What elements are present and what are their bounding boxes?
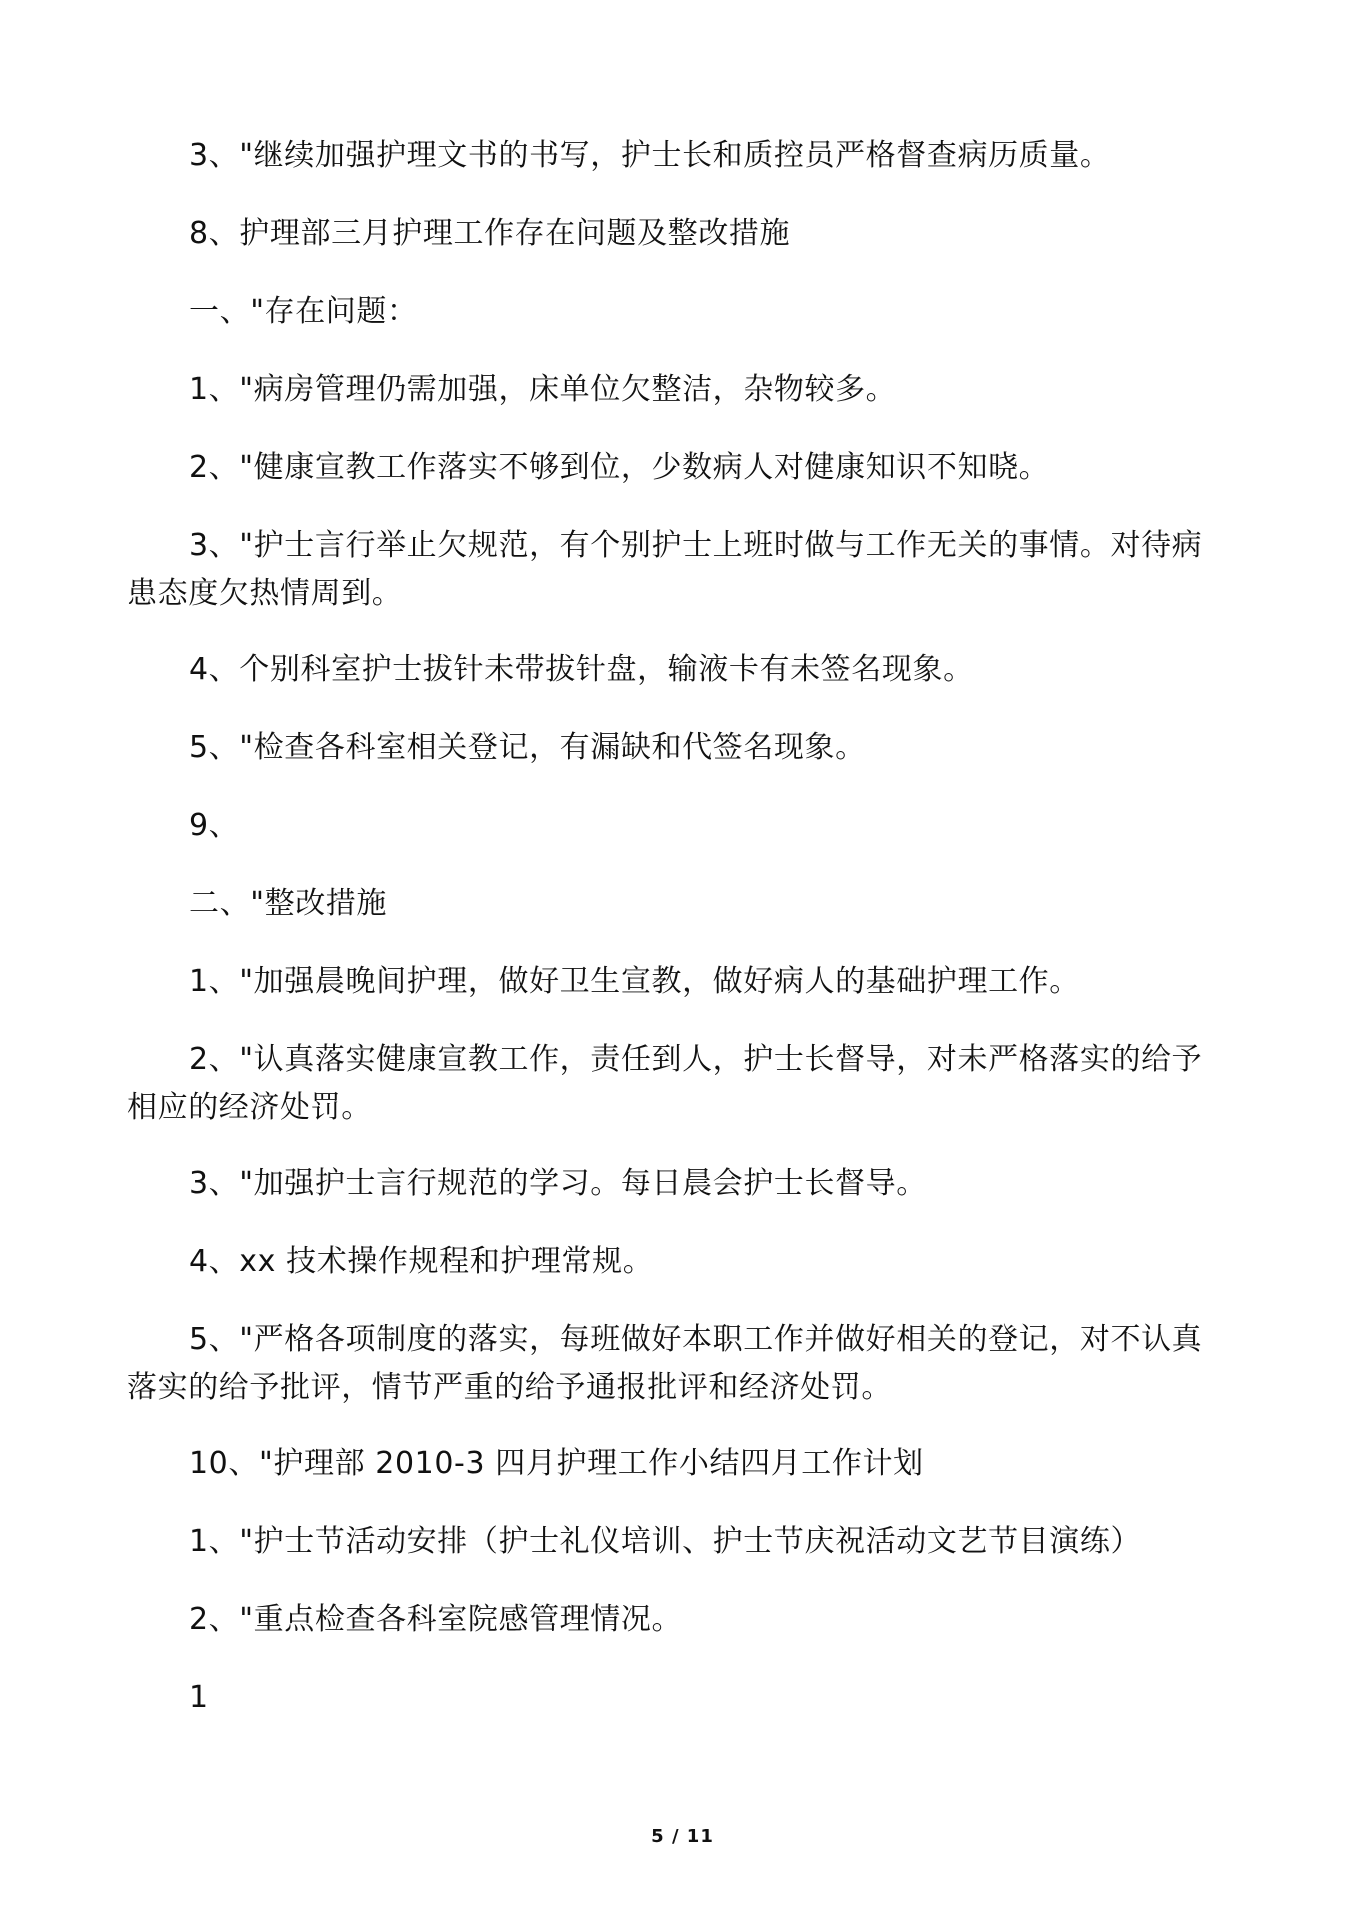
paragraph: 1、"护士节活动安排（护士礼仪培训、护士节庆祝活动文艺节目演练） — [189, 1524, 1142, 1559]
paragraph: 3、"加强护士言行规范的学习。每日晨会护士长督导。 — [189, 1166, 927, 1201]
paragraph: 1、"加强晨晚间护理，做好卫生宣教，做好病人的基础护理工作。 — [189, 964, 1080, 999]
paragraph: 1、"病房管理仍需加强，床单位欠整洁，杂物较多。 — [189, 372, 897, 407]
paragraph: 2、"健康宣教工作落实不够到位，少数病人对健康知识不知晓。 — [189, 450, 1050, 485]
paragraph: 2、"认真落实健康宣教工作，责任到人，护士长督导，对未严格落实的给予相应的经济处罚。 — [127, 1042, 1203, 1125]
subsection-heading: 一、"存在问题： — [189, 294, 418, 329]
paragraph: 5、"严格各项制度的落实，每班做好本职工作并做好相关的登记，对不认真落实的给予批评，情节严重的给予通报批评和经济处罚。 — [127, 1322, 1203, 1405]
paragraph: 2、"重点检查各科室院感管理情况。 — [189, 1602, 683, 1637]
paragraph: 3、"护士言行举止欠规范，有个别护士上班时做与工作无关的事情。对待病患态度欠热情周到。 — [127, 528, 1203, 611]
section-heading: 10、"护理部 2010-3 四月护理工作小结四月工作计划 — [189, 1446, 924, 1481]
paragraph: 5、"检查各科室相关登记，有漏缺和代签名现象。 — [189, 730, 866, 765]
section-number: 9、 — [189, 808, 240, 843]
section-heading: 8、护理部三月护理工作存在问题及整改措施 — [189, 216, 791, 251]
subsection-heading: 二、"整改措施 — [189, 886, 387, 921]
page-number: 5 / 11 — [651, 1826, 714, 1847]
paragraph: 4、个别科室护士拔针未带拔针盘，输液卡有未签名现象。 — [189, 652, 974, 687]
paragraph: 4、xx 技术操作规程和护理常规。 — [189, 1244, 654, 1279]
paragraph: 3、"继续加强护理文书的书写，护士长和质控员严格督查病历质量。 — [189, 138, 1111, 173]
document-body — [127, 132, 1227, 1752]
paragraph: 1 — [189, 1680, 209, 1715]
